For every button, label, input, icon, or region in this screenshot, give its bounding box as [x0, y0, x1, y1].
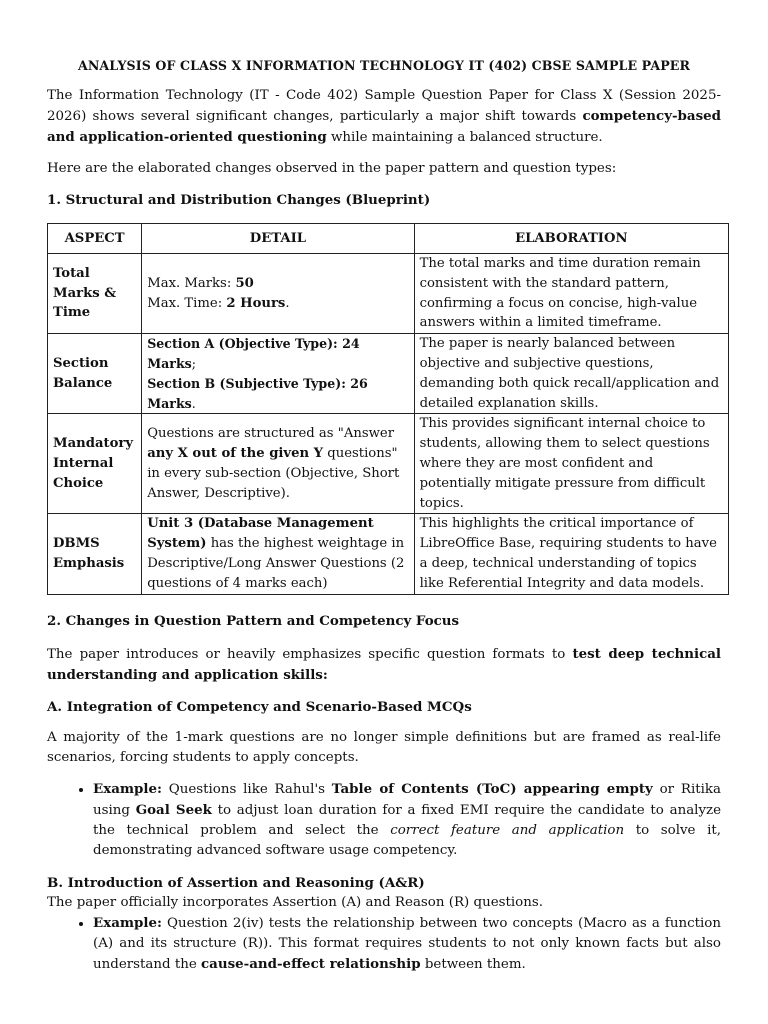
- header-aspect: ASPECT: [48, 224, 142, 254]
- example-label: Example:: [93, 780, 162, 797]
- list-item: [93, 779, 721, 861]
- intro-text: The Information Technology (IT - Code 402) Sample Question Paper for Class X (Session 2025-2026) shows several significant changes, particularly a major shift towards: [47, 88, 721, 124]
- section1-heading: 1. Structural and Distribution Changes (Blueprint): [47, 192, 431, 208]
- intro-paragraph: [47, 86, 721, 148]
- detail-text: has the highest weightage in Descriptive/Long Answer Questions (2 questions of 4 marks each): [147, 536, 405, 591]
- subsection-b-list: [47, 913, 721, 975]
- aspect-cell: Total Marks & Time: [48, 254, 142, 334]
- detail-bold: any X out of the given Y: [147, 446, 324, 462]
- example-bold: cause-and-effect relationship: [201, 955, 421, 972]
- detail-text: .: [191, 395, 196, 411]
- header-elaboration: ELABORATION: [414, 224, 728, 254]
- intro-text-end: while maintaining a balanced structure.: [326, 130, 603, 145]
- detail-bold: 2 Hours: [226, 295, 286, 311]
- detail-cell: [142, 334, 414, 414]
- document-page: [47, 56, 721, 987]
- example-bold: Table of Contents (ToC) appearing empty: [331, 780, 653, 797]
- intro2-paragraph: Here are the elaborated changes observed in the paper pattern and question types:: [47, 161, 617, 176]
- detail-text: questions" in every sub-section (Objective, Short Answer, Descriptive).: [147, 446, 400, 501]
- subsection-b-text: The paper officially incorporates Assertion (A) and Reason (R) questions.: [47, 894, 543, 910]
- example-text: Question 2(iv) tests the relationship between two concepts (Macro as a function (A) and its structure (R)). This format requires students to not only known facts but also understand the: [93, 915, 721, 972]
- detail-bold: Section A (Objective Type): 24 Marks: [147, 336, 360, 371]
- section2-intro-bold: test deep technical understanding and application skills:: [47, 645, 721, 683]
- elaboration-cell: The paper is nearly balanced between objective and subjective questions, demanding both quick recall/application and detailed explanation skills.: [414, 334, 728, 414]
- example-text: between them.: [420, 956, 526, 972]
- table-header-row: [48, 224, 729, 254]
- detail-text: .: [285, 295, 290, 311]
- example-label: Example:: [93, 914, 162, 931]
- header-detail: DETAIL: [142, 224, 414, 254]
- example-text: to solve it, demonstrating advanced software usage competency.: [93, 822, 722, 858]
- detail-bold: Unit 3 (Database Management System): [147, 516, 374, 552]
- subsection-b-heading: B. Introduction of Assertion and Reasoning (A&R): [47, 874, 425, 891]
- detail-cell: [142, 514, 414, 594]
- list-item: [93, 913, 721, 975]
- aspect-cell: Mandatory Internal Choice: [48, 414, 142, 514]
- detail-cell: [142, 414, 414, 514]
- subsection-a-list: [47, 779, 721, 861]
- blueprint-table: [47, 223, 729, 595]
- detail-text: Max. Marks:: [147, 275, 236, 291]
- detail-text: Questions are structured as "Answer: [147, 426, 395, 442]
- table-row: [48, 414, 729, 514]
- intro-bold: competency-based and application-oriented questioning: [47, 108, 721, 145]
- detail-bold: Section B (Subjective Type): 26 Marks: [147, 375, 368, 411]
- document-title: ANALYSIS OF CLASS X INFORMATION TECHNOLOGY IT (402) CBSE SAMPLE PAPER: [77, 58, 691, 73]
- example-text: Questions like Rahul's: [161, 781, 332, 797]
- aspect-cell: Section Balance: [48, 334, 142, 414]
- aspect-cell: DBMS Emphasis: [48, 514, 142, 594]
- elaboration-cell: This provides significant internal choice to students, allowing them to select questions where they are most confident and potentially mitigate pressure from difficult topics.: [414, 414, 728, 514]
- detail-cell: [142, 254, 414, 334]
- elaboration-cell: This highlights the critical importance of LibreOffice Base, requiring students to have a deep, technical understanding of topics like Referential Integrity and data models.: [414, 514, 728, 594]
- detail-text: Max. Time:: [147, 295, 227, 311]
- subsection-a-heading: A. Integration of Competency and Scenario-Based MCQs: [47, 698, 472, 715]
- section2-intro-text: The paper introduces or heavily emphasizes specific question formats to: [47, 646, 573, 662]
- elaboration-cell: The total marks and time duration remain consistent with the standard pattern, confirming a focus on concise, high-value answers within a limited timeframe.: [414, 254, 728, 334]
- example-italic: correct feature and application: [390, 822, 625, 838]
- example-bold: Goal Seek: [135, 801, 212, 818]
- detail-text: ;: [191, 355, 197, 371]
- table-row: [48, 254, 729, 334]
- table-row: [48, 514, 729, 594]
- subsection-a-text: A majority of the 1-mark questions are no longer simple definitions but are framed as real-life scenarios, forcing students to apply concepts.: [47, 729, 721, 765]
- section2-intro: [47, 644, 721, 686]
- table-row: [48, 334, 729, 414]
- example-text: or Ritika using: [93, 781, 721, 818]
- detail-bold: 50: [235, 275, 254, 291]
- example-text: to adjust loan duration for a fixed EMI require the candidate to analyze the technical problem and select the: [93, 802, 721, 838]
- section2-heading: 2. Changes in Question Pattern and Competency Focus: [47, 612, 460, 629]
